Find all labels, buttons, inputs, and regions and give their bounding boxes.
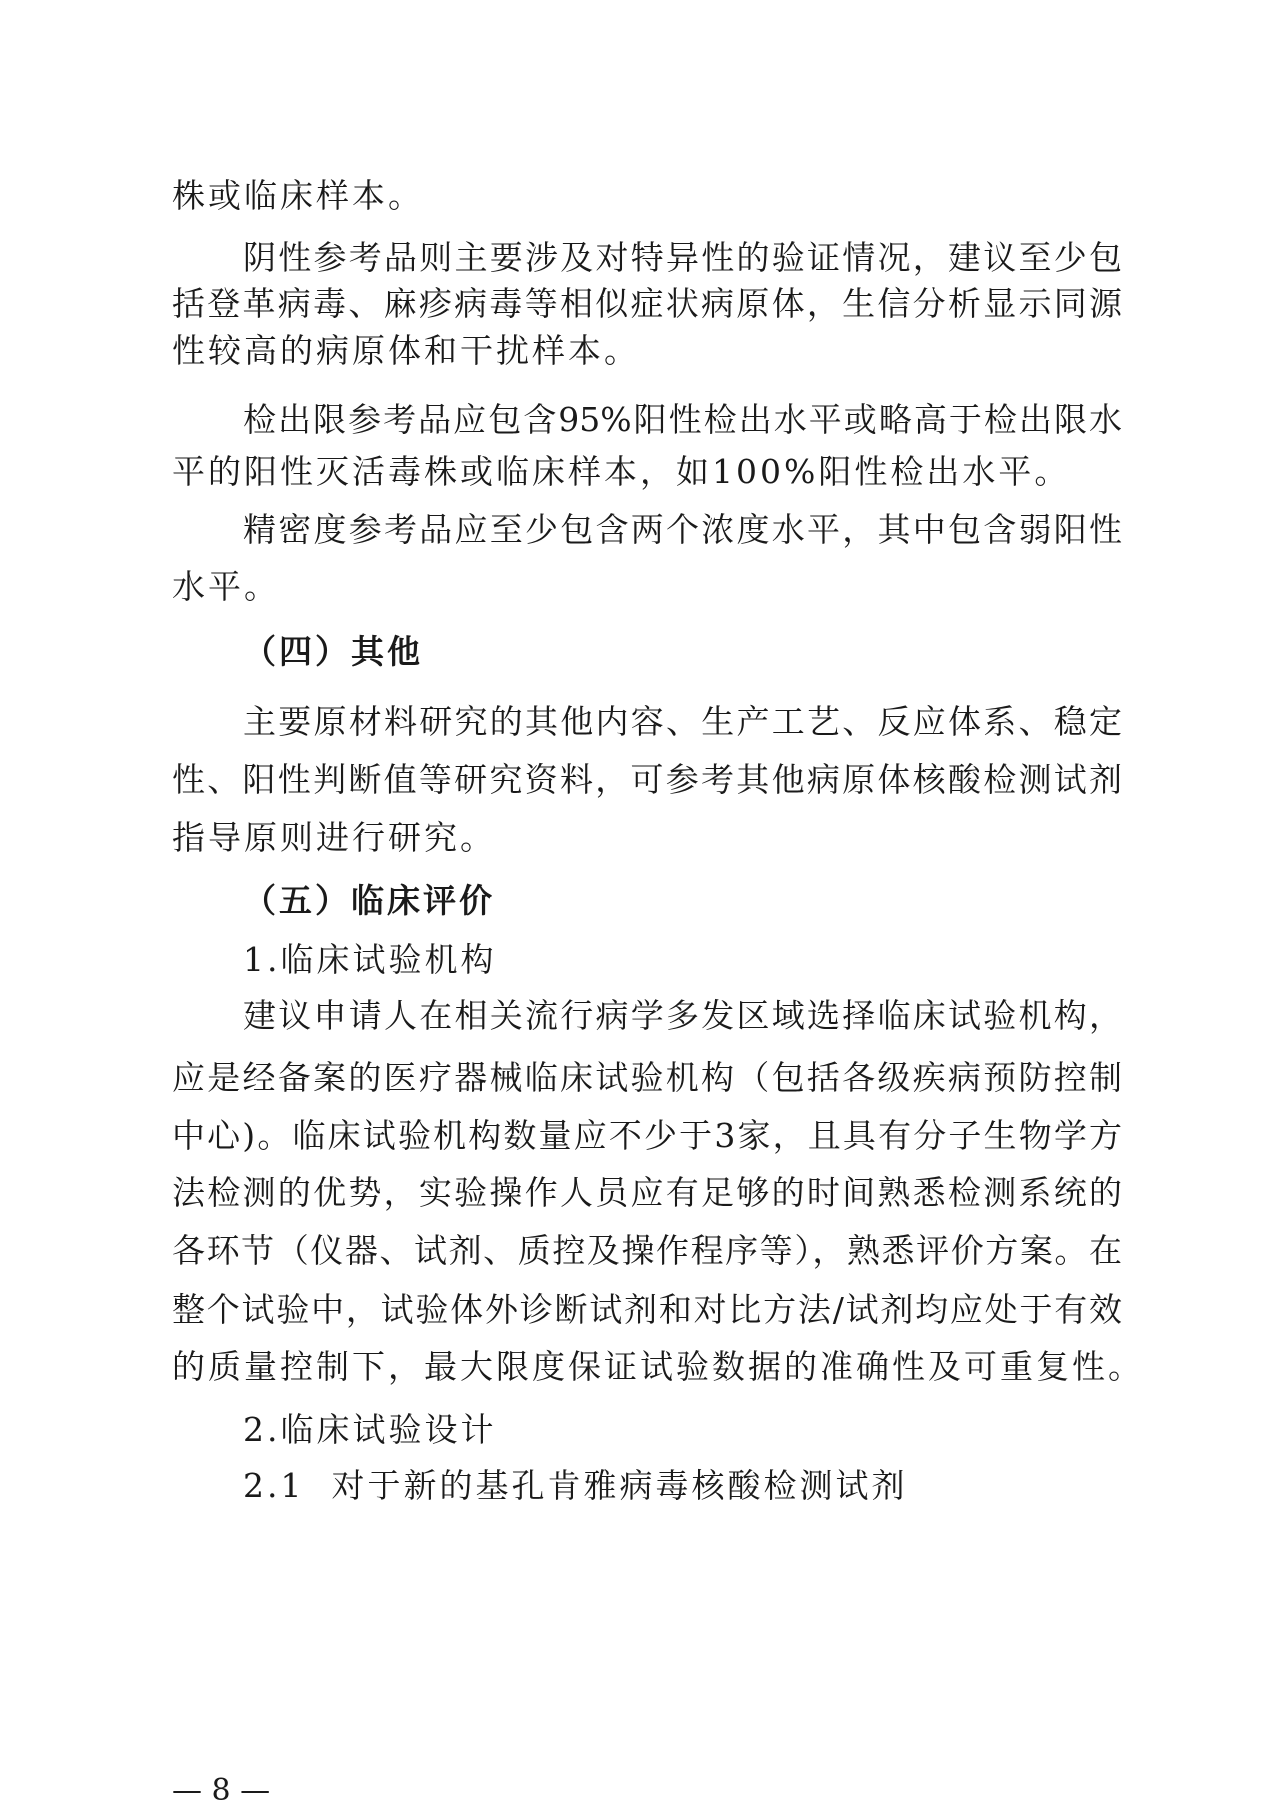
subsection-heading-new-reagent: 2.1 对于新的基孔肯雅病毒核酸检测试剂 [243,1466,908,1505]
paragraph-institutions-line-3: 中心)。临床试验机构数量应不少于3家，且具有分子生物学方 [172,1116,1122,1155]
paragraph-other-line-3: 指导原则进行研究。 [172,818,496,857]
paragraph-institutions-line-4: 法检测的优势，实验操作人员应有足够的时间熟悉检测系统的 [172,1173,1122,1212]
paragraph-lod-reference-line-1: 检出限参考品应包含95%阳性检出水平或略高于检出限水 [243,400,1122,439]
paragraph-negative-reference-line-2: 括登革病毒、麻疹病毒等相似症状病原体，生信分析显示同源 [172,284,1122,323]
paragraph-institutions-line-5: 各环节（仪器、试剂、质控及操作程序等），熟悉评价方案。在 [172,1231,1122,1270]
paragraph-other-line-1: 主要原材料研究的其他内容、生产工艺、反应体系、稳定 [243,702,1122,741]
paragraph-negative-reference-line-3: 性较高的病原体和干扰样本。 [172,331,640,370]
paragraph-lod-reference-line-2: 平的阳性灭活毒株或临床样本，如100%阳性检出水平。 [172,452,1071,491]
paragraph-institutions-line-1: 建议申请人在相关流行病学多发区域选择临床试验机构， [243,996,1122,1035]
paragraph-precision-reference-line-1: 精密度参考品应至少包含两个浓度水平，其中包含弱阳性 [243,510,1122,549]
subsection-heading-clinical-institutions: 1.临床试验机构 [243,940,497,979]
paragraph-institutions-line-7: 的质量控制下，最大限度保证试验数据的准确性及可重复性。 [172,1347,1144,1386]
section-heading-other: （四）其他 [243,632,423,671]
text-line-1: 株或临床样本。 [172,176,424,215]
paragraph-institutions-line-2: 应是经备案的医疗器械临床试验机构（包括各级疾病预防控制 [172,1058,1122,1097]
page-number: — 8 — [172,1773,271,1808]
paragraph-negative-reference-line-1: 阴性参考品则主要涉及对特异性的验证情况，建议至少包 [243,238,1122,277]
subsection-heading-trial-design: 2.临床试验设计 [243,1410,497,1449]
paragraph-other-line-2: 性、阳性判断值等研究资料，可参考其他病原体核酸检测试剂 [172,760,1122,799]
paragraph-precision-reference-line-2: 水平。 [172,567,280,606]
section-heading-clinical-evaluation: （五）临床评价 [243,881,495,920]
paragraph-institutions-line-6: 整个试验中，试验体外诊断试剂和对比方法/试剂均应处于有效 [172,1290,1122,1329]
